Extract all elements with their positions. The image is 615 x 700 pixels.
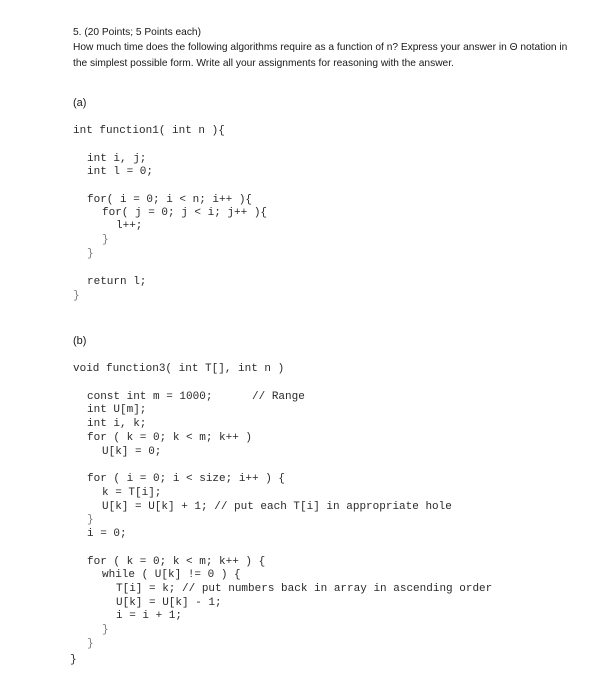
code-line-b-close-function: } [70,654,77,666]
code-line-b-reset-i: i = 0; [87,528,127,540]
code-line-a-close-inner: } [102,234,109,246]
code-line-a-signature: int function1( int n ){ [73,125,225,137]
code-line-a-decl-l: int l = 0; [87,166,154,178]
code-line-b-close-while: } [102,624,109,636]
code-line-b-close-for: } [87,638,94,650]
code-line-b-assign-k: k = T[i]; [102,487,162,499]
code-line-a-decl-ij: int i, j; [87,153,147,165]
code-line-a-close-outer: } [87,248,94,260]
code-line-b-init-u: U[k] = 0; [102,446,162,458]
code-line-a-outer-for: for( i = 0; i < n; i++ ){ [87,194,253,206]
code-line-b-assign-t: T[i] = k; // put numbers back in array in ascending order [116,583,493,595]
question-body: How much time does the following algorithms require as a function of n? Express your answer in Θ notation in the simplest possible form. Write all your assignments for reasoning with the answer. [73,42,568,69]
code-line-a-close-function: } [73,290,80,302]
code-line-b-close-count: } [87,514,94,526]
code-line-b-signature: void function3( int T[], int n ) [73,363,285,375]
code-line-a-increment: l++; [116,220,143,232]
code-line-b-for-init: for ( k = 0; k < m; k++ ) [87,432,253,444]
code-line-b-decrement-u: U[k] = U[k] - 1; [116,597,222,609]
code-line-b-decl-ik: int i, k; [87,418,147,430]
code-line-b-while: while ( U[k] != 0 ) { [102,569,241,581]
code-line-b-increment-i: i = i + 1; [116,610,183,622]
code-line-a-return: return l; [87,276,147,288]
code-line-b-increment-u: U[k] = U[k] + 1; // put each T[i] in appropriate hole [102,501,452,513]
part-b-label: (b) [73,335,87,347]
code-line-a-inner-for: for( j = 0; j < i; j++ ){ [102,207,268,219]
code-line-b-for-count: for ( i = 0; i < size; i++ ) { [87,473,286,485]
question-heading: 5. (20 Points; 5 Points each) [73,27,201,38]
code-line-b-decl-u: int U[m]; [87,404,147,416]
part-a-label: (a) [73,97,87,109]
code-line-b-for-output: for ( k = 0; k < m; k++ ) { [87,556,266,568]
code-line-b-const-m: const int m = 1000; // Range [87,391,305,403]
